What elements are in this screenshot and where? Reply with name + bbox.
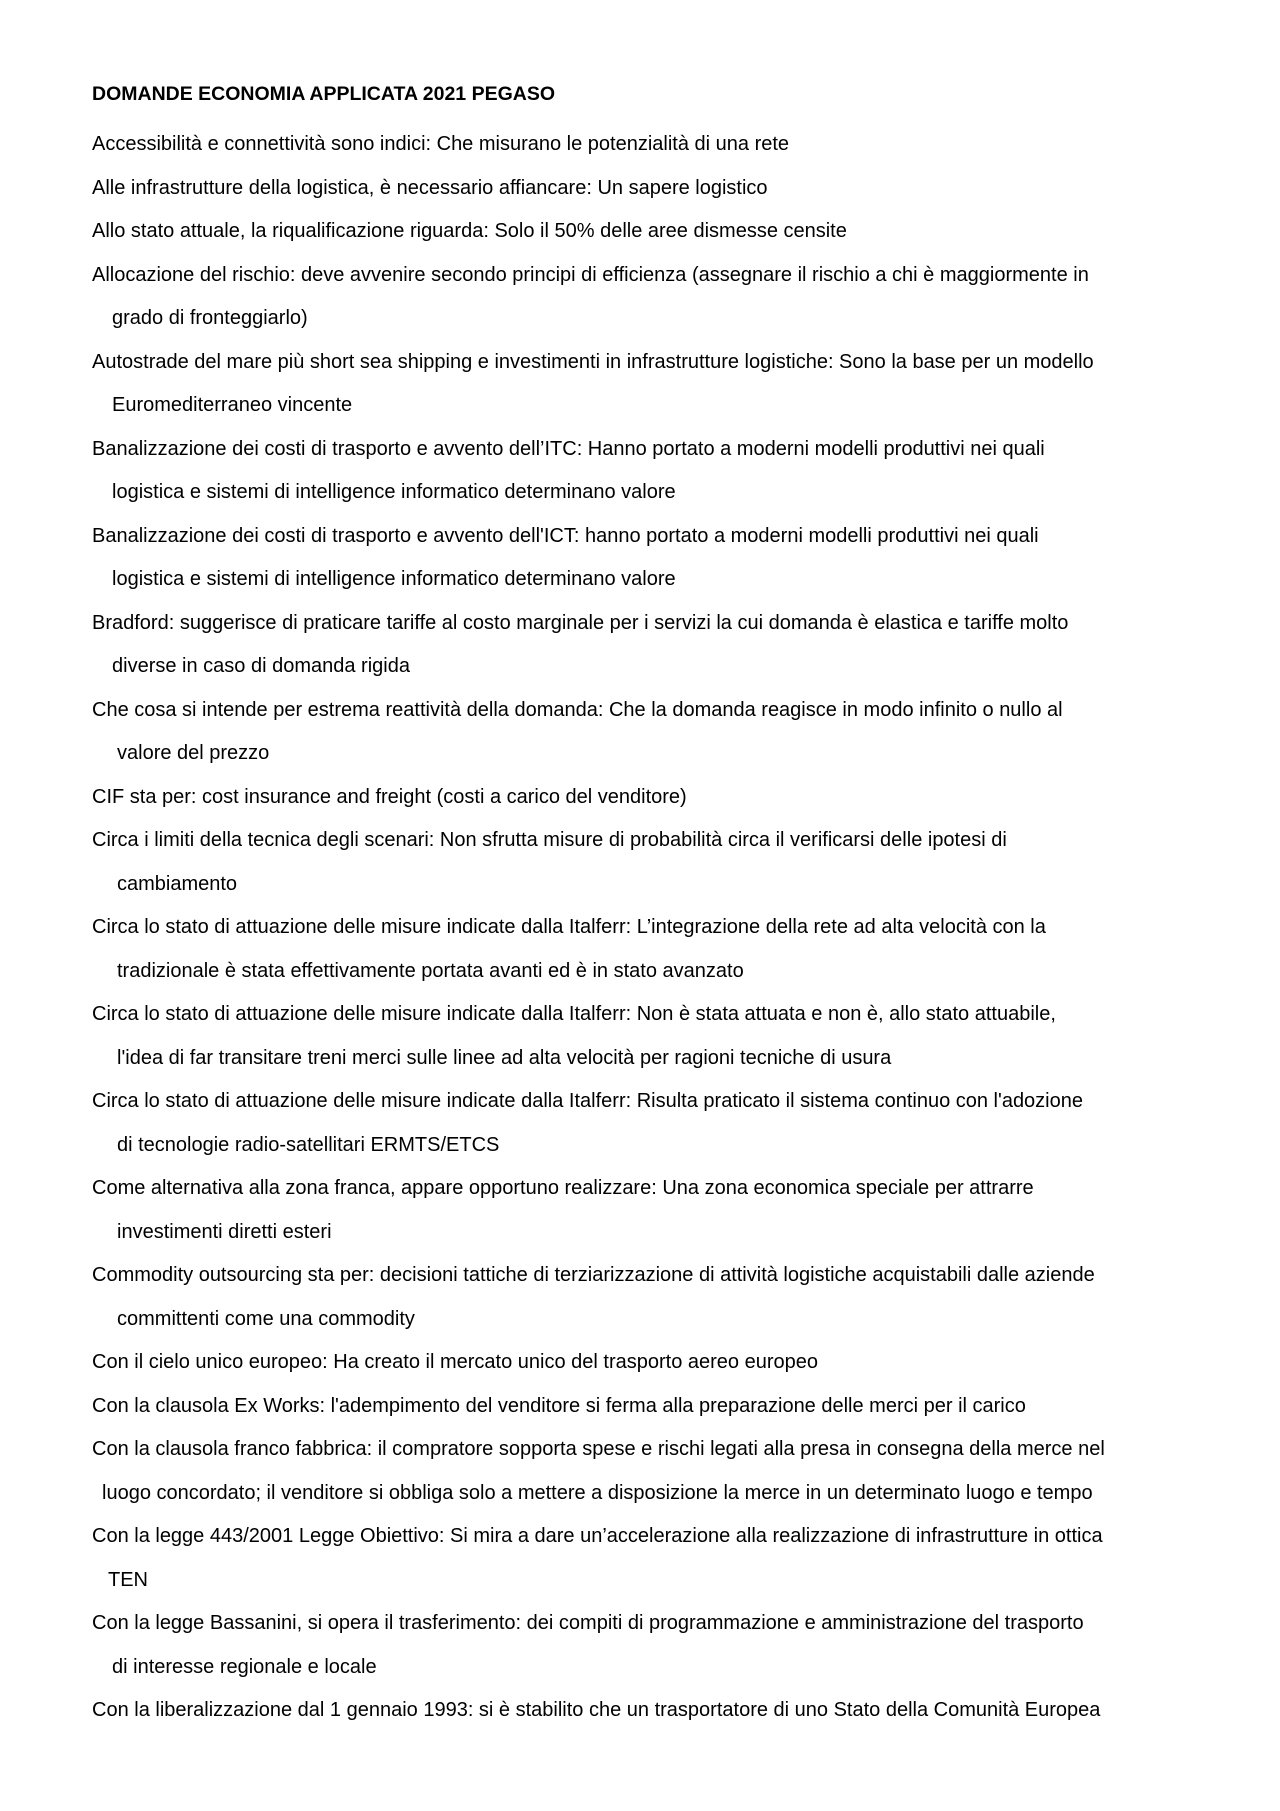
entry-line: Banalizzazione dei costi di trasporto e avvento dell'ICT: hanno portato a moderni modelli produttivi nei quali (92, 524, 1039, 547)
list-item (92, 1689, 1212, 1733)
entry-line-continuation: valore del prezzo (117, 742, 270, 764)
entry-line: Con la legge 443/2001 Legge Obiettivo: Si mira a dare un’accelerazione alla realizzazione di infrastrutture in ottica (92, 1525, 1103, 1547)
entry-line-continuation: tradizionale è stata effettivamente portata avanti ed è in stato avanzato (117, 959, 744, 982)
list-item (92, 210, 1212, 254)
entry-line-continuation: TEN (108, 1568, 148, 1591)
entry-line: Accessibilità e connettività sono indici: Che misurano le potenzialità di una rete (92, 133, 790, 155)
list-item (92, 602, 1212, 689)
entry-line: Banalizzazione dei costi di trasporto e avvento dell’ITC: Hanno portato a moderni modelli produttivi nei quali (92, 437, 1045, 460)
entry-line: Con la clausola Ex Works: l'adempimento del venditore si ferma alla preparazione delle merci per il carico (92, 1394, 1026, 1417)
list-item (92, 254, 1212, 341)
list-item (92, 515, 1212, 602)
entry-line: CIF sta per: cost insurance and freight (costi a carico del venditore) (92, 785, 687, 808)
document-title: DOMANDE ECONOMIA APPLICATA 2021 PEGASO (92, 83, 556, 105)
entry-line: Con la clausola franco fabbrica: il compratore sopporta spese e rischi legati alla presa in consegna della merce nel (92, 1438, 1105, 1460)
entry-line-continuation: logistica e sistemi di intelligence informatico determinano valore (112, 568, 676, 590)
list-item (92, 167, 1212, 211)
entry-line: Con la legge Bassanini, si opera il trasferimento: dei compiti di programmazione e amministrazione del trasporto (92, 1612, 1084, 1634)
list-item (92, 1515, 1212, 1602)
entry-line: Allo stato attuale, la riqualificazione riguarda: Solo il 50% delle aree dismesse censite (92, 220, 847, 242)
entry-line-continuation: investimenti diretti esteri (117, 1220, 332, 1243)
question-list (92, 123, 1212, 1733)
list-item (92, 341, 1212, 428)
list-item (92, 1341, 1212, 1385)
list-item (92, 1428, 1212, 1515)
list-item (92, 1167, 1212, 1254)
entry-line: Bradford: suggerisce di praticare tariffe al costo marginale per i servizi la cui domanda è elastica e tariffe molto (92, 611, 1069, 634)
entry-line: Con la liberalizzazione dal 1 gennaio 1993: si è stabilito che un trasportatore di uno Stato della Comunità Europea (92, 1699, 1101, 1721)
entry-line: Commodity outsourcing sta per: decisioni tattiche di terziarizzazione di attività logistiche acquistabili dalle aziende (92, 1264, 1095, 1286)
entry-line-continuation: cambiamento (117, 872, 238, 895)
entry-line: Come alternativa alla zona franca, appare opportuno realizzare: Una zona economica speciale per attrarre (92, 1177, 1034, 1199)
list-item (92, 1602, 1212, 1689)
entry-line-continuation: di interesse regionale e locale (112, 1655, 377, 1678)
document-content (92, 78, 1212, 1733)
entry-line-continuation: grado di fronteggiarlo) (112, 307, 308, 329)
entry-line: Circa lo stato di attuazione delle misure indicate dalla Italferr: Non è stata attuata e non è, allo stato attuabile, (92, 1003, 1056, 1025)
entry-line: Circa lo stato di attuazione delle misure indicate dalla Italferr: L’integrazione della rete ad alta velocità con la (92, 916, 1046, 938)
list-item (92, 428, 1212, 515)
entry-line-continuation: committenti come una commodity (117, 1307, 415, 1330)
list-item (92, 689, 1212, 776)
list-item (92, 776, 1212, 820)
entry-line-continuation: l'idea di far transitare treni merci sulle linee ad alta velocità per ragioni tecniche di usura (117, 1046, 892, 1069)
entry-line-continuation: di tecnologie radio-satellitari ERMTS/ETCS (117, 1133, 500, 1156)
entry-line-continuation: diverse in caso di domanda rigida (112, 655, 410, 677)
entry-line: Allocazione del rischio: deve avvenire secondo principi di efficienza (assegnare il rischio a chi è maggiormente in (92, 263, 1089, 286)
entry-line: Con il cielo unico europeo: Ha creato il mercato unico del trasporto aereo europeo (92, 1351, 818, 1373)
entry-line: Alle infrastrutture della logistica, è necessario affiancare: Un sapere logistico (92, 176, 768, 199)
list-item (92, 906, 1212, 993)
entry-line-continuation: logistica e sistemi di intelligence informatico determinano valore (112, 481, 676, 503)
entry-line-continuation: Euromediterraneo vincente (112, 394, 353, 416)
entry-line-continuation: luogo concordato; il venditore si obbliga solo a mettere a disposizione la merce in un determinato luogo e tempo (102, 1481, 1093, 1504)
list-item (92, 1080, 1212, 1167)
entry-line: Autostrade del mare più short sea shipping e investimenti in infrastrutture logistiche: Sono la base per un modello (92, 350, 1094, 373)
list-item (92, 819, 1212, 906)
entry-line: Circa i limiti della tecnica degli scenari: Non sfrutta misure di probabilità circa il verificarsi delle ipotesi di (92, 829, 1007, 851)
list-item (92, 123, 1212, 167)
list-item (92, 1254, 1212, 1341)
list-item (92, 1385, 1212, 1429)
entry-line: Che cosa si intende per estrema reattività della domanda: Che la domanda reagisce in modo infinito o nullo al (92, 698, 1063, 721)
list-item (92, 993, 1212, 1080)
entry-line: Circa lo stato di attuazione delle misure indicate dalla Italferr: Risulta praticato il sistema continuo con l'adozione (92, 1090, 1083, 1112)
